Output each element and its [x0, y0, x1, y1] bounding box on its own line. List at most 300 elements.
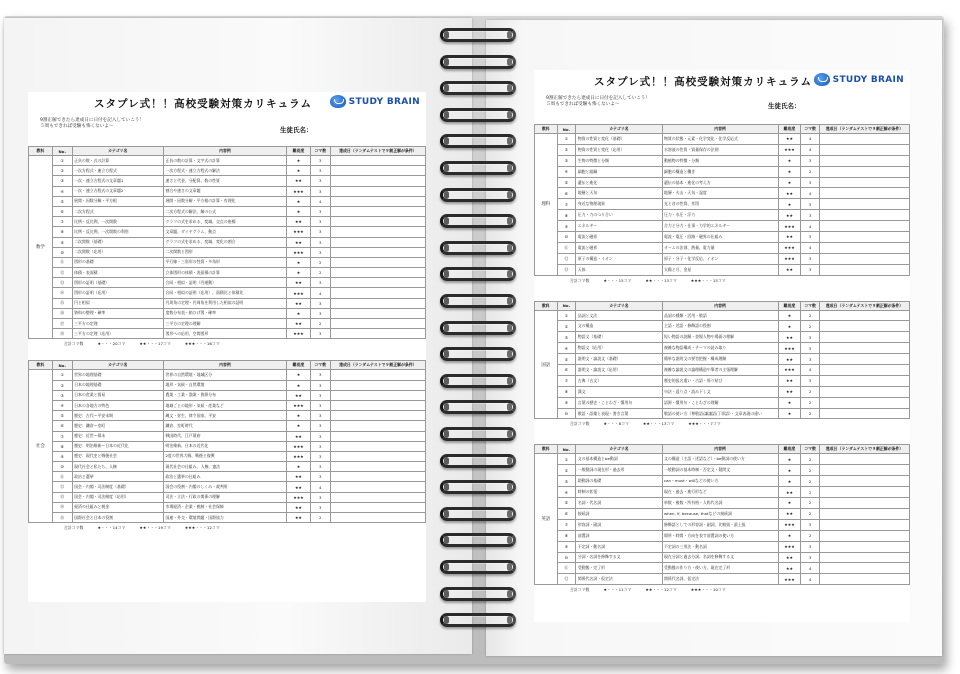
binding-ring	[440, 560, 516, 576]
level-cell: ★★	[287, 482, 311, 492]
ring-hole-right	[507, 590, 512, 598]
achievement-date-cell[interactable]	[330, 411, 425, 421]
level-cell: ★★	[287, 278, 311, 288]
table-row	[29, 206, 426, 216]
table-row	[29, 482, 426, 492]
column-header-subject: 教科	[29, 147, 53, 156]
category-cell: 名詞・代名詞	[576, 498, 662, 509]
achievement-date-cell[interactable]	[330, 513, 425, 523]
achievement-date-cell[interactable]	[330, 319, 425, 329]
content-cell: 二次関数と図形	[163, 247, 286, 257]
table-row	[535, 465, 910, 476]
koma-cell: 3	[310, 156, 330, 166]
ring-wire	[440, 161, 516, 175]
subject-cell: 国語	[535, 310, 558, 419]
category-cell: 二次方程式	[72, 206, 163, 216]
koma-cell: 2	[801, 397, 820, 408]
row-number: ⑤	[52, 411, 72, 421]
table-row	[29, 278, 426, 288]
row-number: ⑦	[557, 199, 576, 210]
content-cell: 国連・外交・環境問題・国際協力	[163, 513, 286, 523]
ring-hole-right	[507, 217, 512, 225]
table-row	[535, 386, 910, 397]
achievement-date-cell[interactable]	[330, 329, 425, 339]
binding-ring	[440, 214, 516, 230]
ring-wire	[440, 108, 516, 122]
column-header-date: 達成日（ランダムテストで９割正解が条件）	[820, 445, 910, 454]
total-koma-summary	[534, 585, 910, 594]
content-cell: 世界の自然環境・地域区分	[163, 370, 286, 380]
achievement-date-cell[interactable]	[820, 199, 910, 210]
achievement-date-cell[interactable]	[820, 454, 910, 465]
column-header-date: 達成日（ランダムテストで９割正解が条件）	[820, 125, 910, 134]
level-cell: ★	[287, 370, 311, 380]
category-cell: 一次・連立方程式の文章題1	[72, 176, 163, 186]
koma-cell: 4	[801, 365, 820, 376]
content-cell: 主語・述語・修飾語の役割	[662, 321, 778, 332]
category-cell: 天体	[576, 264, 662, 275]
achievement-date-cell[interactable]	[330, 217, 425, 227]
row-number: ⑦	[557, 519, 576, 530]
ring-wire	[440, 427, 516, 441]
table-row	[29, 308, 426, 318]
category-cell: 歴史：古代〜平安末期	[72, 411, 163, 421]
achievement-date-cell[interactable]	[330, 298, 425, 308]
category-cell: 受動態・完了形	[576, 563, 662, 574]
achievement-date-cell[interactable]	[820, 487, 910, 498]
row-number: ⑪	[52, 472, 72, 482]
ring-wire	[440, 613, 516, 627]
koma-cell: 3	[310, 217, 330, 227]
koma-cell: 2	[801, 508, 820, 519]
content-cell: 割合や速さの文章題	[163, 186, 286, 196]
column-header-subject: 教科	[535, 445, 558, 454]
koma-cell: 3	[310, 492, 330, 502]
table-row	[29, 513, 426, 523]
content-cell: 遺伝の基本・進化の考え方	[662, 177, 778, 188]
koma-cell: 3	[310, 186, 330, 196]
level-cell: ★	[287, 268, 311, 278]
achievement-date-cell[interactable]	[330, 257, 425, 267]
koma-cell: 3	[801, 541, 820, 552]
koma-cell: 3	[801, 199, 820, 210]
table-header-row	[535, 125, 910, 134]
row-number: ⑬	[557, 264, 576, 275]
level-cell: ★★	[287, 217, 311, 227]
koma-cell: 3	[310, 472, 330, 482]
category-cell: 政治と選挙	[72, 472, 163, 482]
achievement-date-cell[interactable]	[330, 370, 425, 380]
content-cell: 現在分詞と過去分詞、名詞を修飾する文	[662, 552, 778, 563]
table-row	[535, 332, 910, 343]
achievement-date-cell[interactable]	[330, 278, 425, 288]
ring-hole-right	[507, 58, 512, 66]
achievement-date-cell[interactable]	[330, 247, 425, 257]
achievement-date-cell[interactable]	[330, 400, 425, 410]
total-koma-summary	[534, 419, 910, 428]
level-cell: ★★	[778, 188, 801, 199]
ring-hole-left	[444, 563, 449, 571]
category-cell: 細胞と組織	[576, 166, 662, 177]
achievement-date-cell[interactable]	[330, 462, 425, 472]
binding-ring	[440, 134, 516, 150]
category-cell: 品詞と文法	[576, 310, 662, 321]
koma-cell: 3	[310, 411, 330, 421]
subject-cell: 英語	[535, 454, 558, 585]
achievement-date-cell[interactable]	[820, 332, 910, 343]
koma-cell: 3	[310, 370, 330, 380]
spiral-binding	[432, 28, 522, 648]
achievement-date-cell[interactable]	[820, 563, 910, 574]
achievement-date-cell[interactable]	[330, 482, 425, 492]
achievement-date-cell[interactable]	[820, 386, 910, 397]
koma-cell: 4	[310, 482, 330, 492]
binding-ring	[440, 587, 516, 603]
category-cell: 歴史：明治維新〜日本の近代化	[72, 441, 163, 451]
koma-cell: 2	[801, 498, 820, 509]
category-cell: 図形の証明（基礎）	[72, 278, 163, 288]
achievement-date-cell[interactable]	[820, 321, 910, 332]
block-spacer	[534, 285, 910, 301]
row-number: ⑭	[52, 502, 72, 512]
ring-hole-right	[507, 324, 512, 332]
column-header-subject: 教科	[535, 125, 558, 134]
category-cell: 物語文（基礎）	[576, 332, 662, 343]
achievement-date-cell[interactable]	[820, 310, 910, 321]
content-cell: 合力と分力・仕事・力学的エネルギー	[662, 221, 778, 232]
block-spacer	[28, 348, 426, 360]
category-cell: 文の構造	[576, 321, 662, 332]
level-cell: ★★	[778, 563, 801, 574]
column-header-level: 難易度	[287, 147, 311, 156]
table-row	[29, 492, 426, 502]
achievement-date-cell[interactable]	[820, 343, 910, 354]
koma-cell: 4	[310, 288, 330, 298]
ring-hole-left	[444, 616, 449, 624]
ring-hole-left	[444, 270, 449, 278]
category-cell: 関係代名詞・仮定法	[576, 574, 662, 585]
table-row	[535, 144, 910, 155]
total-koma-summary	[28, 523, 426, 532]
content-cell: 円周角の定理・円周角を利用した相似の証明	[163, 298, 286, 308]
category-cell: 漢文	[576, 386, 662, 397]
category-cell: 一次・連立方程式の文章題2	[72, 186, 163, 196]
ring-wire	[440, 188, 516, 202]
row-number: ⑩	[557, 552, 576, 563]
level-cell: ★★	[287, 319, 311, 329]
binding-ring	[440, 108, 516, 124]
row-number: ⑩	[52, 462, 72, 472]
content-cell: 修飾語としての形容詞・副詞、比較級・最上級	[662, 519, 778, 530]
row-number: ⑤	[557, 354, 576, 365]
row-number: ⑫	[52, 482, 72, 492]
achievement-date-cell[interactable]	[820, 465, 910, 476]
summary-item: ★・・・14コマ	[97, 525, 126, 531]
level-cell: ★★	[287, 472, 311, 482]
content-cell: 複雑な物語構成・テーマの読み取り	[662, 343, 778, 354]
table-row	[535, 498, 910, 509]
achievement-date-cell[interactable]	[820, 375, 910, 386]
ring-wire	[440, 28, 516, 42]
table-row	[29, 298, 426, 308]
binding-ring	[440, 507, 516, 523]
koma-cell: 2	[310, 319, 330, 329]
content-cell: 展開・因数分解・平方根の計算・有理化	[163, 196, 286, 206]
achievement-date-cell[interactable]	[330, 288, 425, 298]
achievement-date-cell[interactable]	[330, 237, 425, 247]
content-cell: 農業・工業・漁業・資源分布	[163, 390, 286, 400]
level-cell: ★★	[287, 513, 311, 523]
content-cell: 句法・返り点・読み下し文	[662, 386, 778, 397]
level-cell: ★★★	[287, 227, 311, 237]
sheet-title: スタプレ式！！高校受験対策カリキュラム	[594, 76, 812, 88]
column-header-content: 内容例	[163, 361, 286, 370]
table-row	[29, 441, 426, 451]
achievement-date-cell[interactable]	[820, 177, 910, 188]
achievement-date-cell[interactable]	[820, 166, 910, 177]
ring-hole-right	[507, 84, 512, 92]
achievement-date-cell[interactable]	[330, 156, 425, 166]
column-header-koma: コマ数	[310, 361, 330, 370]
summary-item: ★・・・15コマ	[603, 277, 632, 283]
binding-ring	[440, 613, 516, 629]
achievement-date-cell[interactable]	[820, 354, 910, 365]
ring-hole-left	[444, 164, 449, 172]
achievement-date-cell[interactable]	[820, 221, 910, 232]
achievement-date-cell[interactable]	[820, 188, 910, 199]
row-number: ⑤	[52, 196, 72, 206]
achievement-date-cell[interactable]	[820, 155, 910, 166]
binding-ring	[440, 427, 516, 443]
koma-cell: 4	[801, 242, 820, 253]
level-cell: ★	[778, 155, 801, 166]
achievement-date-cell[interactable]	[820, 232, 910, 243]
row-number: ③	[557, 476, 576, 487]
ring-hole-left	[444, 536, 449, 544]
achievement-date-cell[interactable]	[330, 380, 425, 390]
level-cell: ★★★	[778, 221, 801, 232]
right-blocks	[534, 124, 910, 594]
category-cell: 歴史：近世〜幕末	[72, 431, 163, 441]
koma-cell: 3	[310, 462, 330, 472]
achievement-date-cell[interactable]	[330, 176, 425, 186]
koma-cell: 3	[310, 206, 330, 216]
row-number: ②	[557, 465, 576, 476]
table-row	[535, 253, 910, 264]
row-number: ⑥	[557, 508, 576, 519]
achievement-date-cell[interactable]	[330, 472, 425, 482]
row-number: ⑭	[52, 288, 72, 298]
sheet-title: スタプレ式！！高校受験対策カリキュラム	[94, 98, 312, 110]
content-cell: 複雑な論説文の論理構造や筆者の主張理解	[662, 365, 778, 376]
achievement-date-cell[interactable]	[820, 508, 910, 519]
achievement-date-cell[interactable]	[820, 530, 910, 541]
sheet-instructions	[40, 118, 144, 130]
ring-wire	[440, 241, 516, 255]
koma-cell: 4	[801, 221, 820, 232]
summary-item: ★★★・・・12コマ	[184, 525, 220, 531]
content-cell: 地形・気候・自然環境	[163, 380, 286, 390]
level-cell: ★★	[778, 552, 801, 563]
ring-wire	[440, 454, 516, 468]
ring-hole-right	[507, 483, 512, 491]
koma-cell: 4	[801, 188, 820, 199]
achievement-date-cell[interactable]	[820, 541, 910, 552]
achievement-date-cell[interactable]	[820, 242, 910, 253]
table-row	[29, 237, 426, 247]
content-cell: 品詞の種類・活用・敬語	[662, 310, 778, 321]
achievement-date-cell[interactable]	[330, 206, 425, 216]
brain-icon	[330, 95, 346, 108]
level-cell: ★★★	[778, 343, 801, 354]
ring-wire	[440, 294, 516, 308]
table-row	[535, 519, 910, 530]
binding-ring	[440, 454, 516, 470]
achievement-date-cell[interactable]	[820, 574, 910, 585]
achievement-date-cell[interactable]	[330, 186, 425, 196]
table-row	[535, 343, 910, 354]
achievement-date-cell[interactable]	[820, 264, 910, 275]
level-cell: ★★★	[287, 288, 311, 298]
content-cell: 受動態の作り方・使い方、現在完了形	[662, 563, 778, 574]
achievement-date-cell[interactable]	[820, 476, 910, 487]
table-row	[29, 390, 426, 400]
ring-hole-left	[444, 137, 449, 145]
table-row	[535, 397, 910, 408]
achievement-date-cell[interactable]	[330, 308, 425, 318]
column-header-no: No.	[52, 361, 72, 370]
content-cell: when, if, because, thatなどの接続詞	[662, 508, 778, 519]
binding-ring	[440, 241, 516, 257]
achievement-date-cell[interactable]	[330, 492, 425, 502]
level-cell: ★	[287, 257, 311, 267]
row-number: ⑪	[52, 257, 72, 267]
summary-item: ★★★・・・15コマ	[690, 277, 726, 283]
content-cell: 太陽と月、金星	[662, 264, 778, 275]
binding-ring	[440, 188, 516, 204]
category-cell: 二次関数（応用）	[72, 247, 163, 257]
row-number: ⑤	[557, 498, 576, 509]
achievement-date-cell[interactable]	[330, 441, 425, 451]
content-cell: 国会の役割・内閣のしくみ・裁判所	[163, 482, 286, 492]
achievement-date-cell[interactable]	[330, 451, 425, 461]
level-cell: ★★	[287, 176, 311, 186]
ring-hole-right	[507, 31, 512, 39]
achievement-date-cell[interactable]	[330, 390, 425, 400]
koma-cell: 2	[801, 386, 820, 397]
level-cell: ★	[778, 476, 801, 487]
row-number: ⑩	[557, 232, 576, 243]
column-header-no: No.	[52, 147, 72, 156]
ring-wire	[440, 134, 516, 148]
ring-hole-right	[507, 191, 512, 199]
table-row	[29, 451, 426, 461]
achievement-date-cell[interactable]	[820, 144, 910, 155]
achievement-date-cell[interactable]	[330, 196, 425, 206]
table-row	[535, 365, 910, 376]
content-cell: 平行線・三角形の性質・多角形	[163, 257, 286, 267]
row-number: ①	[557, 134, 576, 145]
ring-hole-left	[444, 403, 449, 411]
table-row	[29, 186, 426, 196]
level-cell: ★	[287, 206, 311, 216]
achievement-date-cell[interactable]	[820, 365, 910, 376]
category-cell: 三平方の定理（応用）	[72, 329, 163, 339]
achievement-date-cell[interactable]	[330, 431, 425, 441]
achievement-date-cell[interactable]	[820, 498, 910, 509]
note-line-2: ５周もできれば受験も怖くないよ〜	[546, 102, 620, 107]
table-header-row	[29, 361, 426, 370]
column-header-date: 達成日（ランダムテストで９割正解が条件）	[820, 301, 910, 310]
content-cell: 縄文・弥生、律令国家、平安	[163, 411, 286, 421]
content-cell: 合同・相似・証明（円運動）	[163, 278, 286, 288]
row-number: ①	[52, 370, 72, 380]
achievement-date-cell[interactable]	[820, 253, 910, 264]
achievement-date-cell[interactable]	[330, 502, 425, 512]
level-cell: ★	[287, 196, 311, 206]
achievement-date-cell[interactable]	[820, 134, 910, 145]
koma-cell: 2	[801, 321, 820, 332]
content-cell: 市場経済・企業・税制・社会保障	[163, 502, 286, 512]
content-cell: 明治維新、日本の近代化	[163, 441, 286, 451]
total-koma-summary	[28, 339, 426, 348]
koma-cell: 2	[801, 476, 820, 487]
content-cell: 文の構造（主語・述語など）・be動詞の使い方	[662, 454, 778, 465]
achievement-date-cell[interactable]	[820, 210, 910, 221]
level-cell: ★★★	[287, 186, 311, 196]
category-cell: 国際社会と日本の役割	[72, 513, 163, 523]
category-cell: 体積・表面積	[72, 268, 163, 278]
level-cell: ★	[778, 310, 801, 321]
row-number: ⑥	[52, 421, 72, 431]
ring-hole-right	[507, 563, 512, 571]
summary-item: ★★・・・17コマ	[139, 341, 171, 347]
achievement-date-cell[interactable]	[820, 552, 910, 563]
ring-wire	[440, 507, 516, 521]
table-row	[29, 431, 426, 441]
category-cell: 比例・反比例、一次関数	[72, 217, 163, 227]
ring-hole-right	[507, 111, 512, 119]
row-number: ⑨	[52, 237, 72, 247]
ring-wire	[440, 560, 516, 574]
row-number: ⑩	[557, 408, 576, 419]
achievement-date-cell[interactable]	[330, 268, 425, 278]
category-cell: 三平方の定理	[72, 319, 163, 329]
achievement-date-cell[interactable]	[820, 408, 910, 419]
total-koma-summary	[534, 276, 910, 285]
table-row	[535, 354, 910, 365]
table-row	[535, 232, 910, 243]
category-cell: 物質の性質と変化（基礎）	[576, 134, 662, 145]
achievement-date-cell[interactable]	[330, 166, 425, 176]
table-row	[535, 177, 910, 188]
row-number: ⑧	[557, 386, 576, 397]
row-number: ④	[52, 400, 72, 410]
achievement-date-cell[interactable]	[330, 227, 425, 237]
achievement-date-cell[interactable]	[820, 519, 910, 530]
table-row	[535, 552, 910, 563]
ring-hole-left	[444, 377, 449, 385]
koma-cell: 2	[801, 454, 820, 465]
ring-wire	[440, 321, 516, 335]
achievement-date-cell[interactable]	[330, 421, 425, 431]
content-cell: 合同・相似の証明（応用）、面積比と体積比	[163, 288, 286, 298]
koma-cell: 3	[801, 264, 820, 275]
category-cell: 物語文（応用）	[576, 343, 662, 354]
level-cell: ★	[778, 397, 801, 408]
binding-ring	[440, 161, 516, 177]
achievement-date-cell[interactable]	[820, 397, 910, 408]
